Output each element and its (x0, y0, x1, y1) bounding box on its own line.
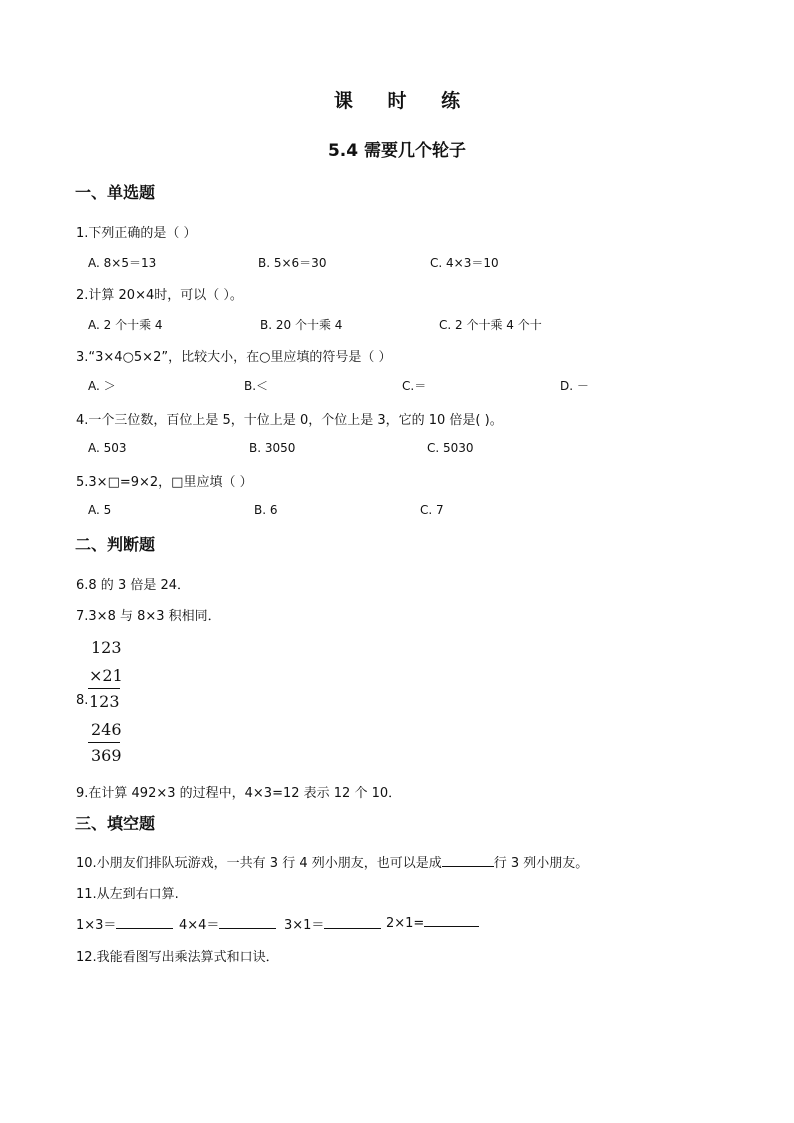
lesson-subtitle: 5.4 需要几个轮子 (327, 141, 467, 161)
question-1: 1.下列正确的是（ ） (76, 226, 197, 241)
q10-text-after: 行 3 列小朋友。 (493, 856, 589, 871)
page-title: 课 时 练 (333, 90, 475, 112)
q5-option-a: A. 5 (88, 503, 112, 517)
vm-rule-2 (88, 742, 120, 743)
q1-option-b: B. 5×6＝30 (258, 256, 327, 270)
question-2: 2.计算 20×4时，可以（ ）。 (76, 288, 243, 303)
q3-option-c: C.＝ (402, 379, 427, 393)
question-3: 3.“3×4○5×2”，比较大小，在○里应填的符号是（ ） (76, 350, 392, 365)
section-heading-judge: 二、判断题 (75, 535, 156, 554)
question-11: 11.从左到右口算. (76, 887, 179, 902)
q3-option-b: B.＜ (244, 379, 269, 393)
q11-item-4: 2×1= (386, 914, 479, 931)
vm-partial-1: 123 (89, 692, 120, 711)
question-5: 5.3×□=9×2，□里应填（ ） (76, 475, 253, 490)
vm-product: 369 (91, 746, 122, 765)
q4-option-b: B. 3050 (249, 441, 296, 455)
q5-option-c: C. 7 (420, 503, 444, 517)
section-heading-fill: 三、填空题 (75, 814, 156, 833)
q10-answer-blank[interactable] (442, 854, 494, 867)
question-12: 12.我能看图写出乘法算式和口诀． (76, 950, 279, 965)
q5-option-b: B. 6 (254, 503, 278, 517)
question-6: 6.8 的 3 倍是 24． (76, 578, 191, 593)
q11-item-2: 4×4＝ (179, 914, 276, 933)
q11-blank-2[interactable] (219, 916, 276, 929)
vm-partial-2: 246 (91, 720, 122, 739)
q11-item-1: 1×3＝ (76, 914, 173, 933)
q3-option-d: D. － (560, 379, 589, 393)
q2-option-b: B. 20 个十乘 4 (260, 318, 343, 332)
vm-multiplicand: 123 (91, 638, 122, 657)
question-7: 7.3×8 与 8×3 积相同． (76, 609, 221, 624)
question-9: 9.在计算 492×3 的过程中，4×3=12 表示 12 个 10． (76, 786, 402, 801)
question-8-label: 8. (76, 693, 89, 708)
q3-option-a: A. ＞ (88, 379, 116, 393)
q10-text-before: 10.小朋友们排队玩游戏，一共有 3 行 4 列小朋友，也可以是成 (76, 856, 442, 871)
q4-option-a: A. 503 (88, 441, 127, 455)
q2-option-c: C. 2 个十乘 4 个十 (439, 318, 542, 332)
question-10 (76, 852, 588, 871)
q1-option-c: C. 4×3＝10 (430, 256, 499, 270)
q4-option-c: C. 5030 (427, 441, 474, 455)
q11-item-3: 3×1＝ (284, 914, 381, 933)
q11-blank-3[interactable] (324, 916, 381, 929)
q11-blank-4[interactable] (424, 914, 479, 927)
q2-option-a: A. 2 个十乘 4 (88, 318, 163, 332)
q1-option-a: A. 8×5＝13 (88, 256, 157, 270)
vm-multiplier: ×21 (89, 666, 123, 685)
q11-blank-1[interactable] (116, 916, 173, 929)
question-4: 4.一个三位数，百位上是 5，十位上是 0，个位上是 3，它的 10 倍是( )。 (76, 413, 503, 428)
vm-rule-1 (88, 688, 120, 689)
section-heading-choice: 一、单选题 (75, 183, 156, 202)
